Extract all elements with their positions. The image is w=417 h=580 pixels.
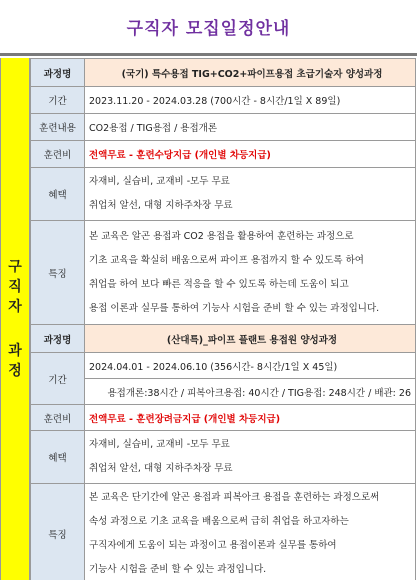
feature-label: 특징 bbox=[31, 484, 85, 580]
side-char: 정 bbox=[8, 363, 22, 379]
content-value: 용접개론:38시간 / 피복아크용접: 40시간 / TIG용접: 248시간 / 배관: 26 bbox=[85, 379, 416, 405]
course-name-label: 과정명 bbox=[31, 325, 85, 353]
feature-line: 본 교육은 알곤 용접과 CO2 용접을 활용하여 훈련하는 과정으로 bbox=[89, 230, 354, 242]
period-label: 기간 bbox=[31, 353, 85, 405]
course-table-2 bbox=[30, 324, 416, 580]
title-bar bbox=[0, 0, 417, 56]
benefit-line: 자재비, 실습비, 교재비 -모두 무료 bbox=[89, 176, 230, 187]
benefit-label: 혜택 bbox=[31, 431, 85, 484]
fee-value: 전액무료 - 훈련장려금지급 (개인별 차등지급) bbox=[85, 405, 416, 431]
feature-line: 기능사 시험을 준비 할 수 있는 과정입니다. bbox=[89, 564, 267, 575]
content-value: CO2용접 / TIG용접 / 용접개론 bbox=[85, 114, 416, 141]
benefit-line: 취업처 알선, 대형 지하주차장 무료 bbox=[89, 463, 233, 474]
side-char: 구 bbox=[8, 259, 22, 275]
benefit-line: 자재비, 실습비, 교재비 -모두 무료 bbox=[89, 439, 230, 450]
fee-label: 훈련비 bbox=[31, 405, 85, 431]
feature-line: 속성 과정으로 기초 교육을 배움으로써 급히 취업을 하고자하는 bbox=[89, 516, 349, 527]
feature-line: 구직자에게 도움이 되는 과정이고 용접이론과 실무를 통하여 bbox=[89, 540, 337, 551]
feature-value bbox=[85, 221, 416, 325]
benefit-value bbox=[85, 431, 416, 484]
period-label: 기간 bbox=[31, 87, 85, 114]
side-char: 과 bbox=[8, 343, 22, 359]
fee-value: 전액무료 - 훈련수당지급 (개인별 차등지급) bbox=[85, 141, 416, 168]
side-char: 자 bbox=[8, 299, 22, 315]
feature-line: 취업을 하여 보다 빠른 적응을 할 수 있도록 하는데 도움이 되고 bbox=[89, 278, 349, 290]
feature-label: 특징 bbox=[31, 221, 85, 325]
side-label-course bbox=[8, 341, 22, 381]
feature-value bbox=[85, 484, 416, 580]
feature-line: 기초 교육을 확실히 배움으로써 파이프 용접까지 할 수 있도록 하여 bbox=[89, 254, 364, 266]
course-name: (국기) 특수용접 TIG+CO2+파이프용접 초급기술자 양성과정 bbox=[85, 59, 416, 87]
feature-line: 용접 이론과 실무를 통하여 기능사 시험을 준비 할 수 있는 과정입니다. bbox=[89, 302, 380, 314]
benefit-line: 취업처 알선, 대형 지하주차장 무료 bbox=[89, 200, 233, 211]
period-value: 2024.04.01 - 2024.06.10 (356시간- 8시간/1일 X 45일) bbox=[85, 353, 416, 379]
period-value: 2023.11.20 - 2024.03.28 (700시간 - 8시간/1일 X 89일) bbox=[85, 87, 416, 114]
course-name: (산대특)_파이프 플랜트 용접원 양성과정 bbox=[85, 325, 416, 353]
side-label bbox=[0, 58, 30, 580]
course-name-label: 과정명 bbox=[31, 59, 85, 87]
fee-label: 훈련비 bbox=[31, 141, 85, 168]
side-label-job-seeker bbox=[8, 257, 22, 317]
course-table-1 bbox=[30, 58, 416, 325]
side-char: 직 bbox=[8, 279, 22, 295]
feature-line: 본 교육은 단기간에 알곤 용접과 피복아크 용접을 훈련하는 과정으로써 bbox=[89, 492, 380, 503]
benefit-label: 혜택 bbox=[31, 168, 85, 221]
page-title: 구직자 모집일정안내 bbox=[126, 19, 291, 39]
benefit-value bbox=[85, 168, 416, 221]
content-label: 훈련내용 bbox=[31, 114, 85, 141]
